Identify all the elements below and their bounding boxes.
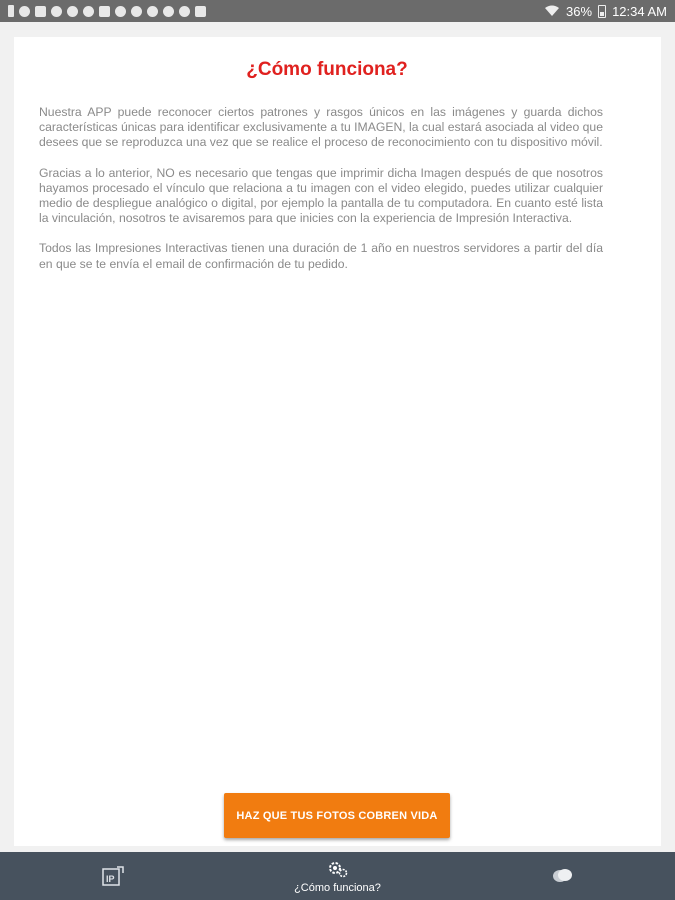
page-title: ¿Cómo funciona?: [246, 59, 408, 80]
face-icon: [163, 6, 174, 17]
battery-icon: [598, 5, 606, 18]
svg-text:IP: IP: [105, 874, 115, 884]
paragraph: Nuestra APP puede reconocer ciertos patrones y rasgos únicos en las imágenes y guarda dichos características únicas para identificar exclusivamente a tu IMAGEN, la cual estará asociada al video que desees que se reproduzca una vez que se realice el proceso de reconocimiento con tu dispositivo móvil.: [39, 105, 603, 150]
status-bar: [0, 0, 675, 22]
description: [39, 105, 603, 287]
battery-percent: 36%: [566, 3, 593, 19]
face-icon: [67, 6, 78, 17]
nav-item-como-funciona[interactable]: [225, 852, 450, 900]
clock: 12:34 AM: [612, 3, 667, 19]
face-icon: [179, 6, 190, 17]
bottom-nav: [0, 852, 675, 900]
chat-bubbles-icon: [551, 867, 575, 885]
face-icon: [131, 6, 142, 17]
cta-button[interactable]: HAZ QUE TUS FOTOS COBREN VIDA: [224, 793, 450, 838]
paragraph: Gracias a lo anterior, NO es necesario que tengas que imprimir dicha Imagen después de que nosotros hayamos procesado el vínculo que relaciona a tu imagen con el video elegido, puedes utilizar cualquier medio de despliegue analógico o digital, por ejemplo la pantalla de tu computadora. En cuanto esté lista la vinculación, nosotros te avisaremos para que inicies con la experiencia de Impresión Interactiva.: [39, 165, 603, 226]
image-icon: [35, 6, 46, 17]
face-icon: [115, 6, 126, 17]
content-card: [14, 37, 661, 846]
calendar-icon: [99, 6, 110, 17]
nav-label: ¿Cómo funciona?: [294, 881, 381, 894]
cloud-icon: [19, 6, 30, 17]
wifi-icon: [544, 5, 560, 17]
folder-icon: [195, 6, 206, 17]
ip-image-icon: [102, 866, 124, 886]
gear-icon: [327, 859, 349, 879]
face-icon: [147, 6, 158, 17]
face-icon: [83, 6, 94, 17]
notification-icons: [8, 5, 206, 17]
person-icon: [8, 5, 14, 17]
face-icon: [51, 6, 62, 17]
status-right: [544, 4, 667, 19]
nav-item-impresiones[interactable]: [0, 852, 225, 900]
paragraph: Todos las Impresiones Interactivas tienen una duración de 1 año en nuestros servidores a partir del día en que se te envía el email de confirmación de tu pedido.: [39, 241, 603, 271]
nav-item-contacto[interactable]: [450, 852, 675, 900]
